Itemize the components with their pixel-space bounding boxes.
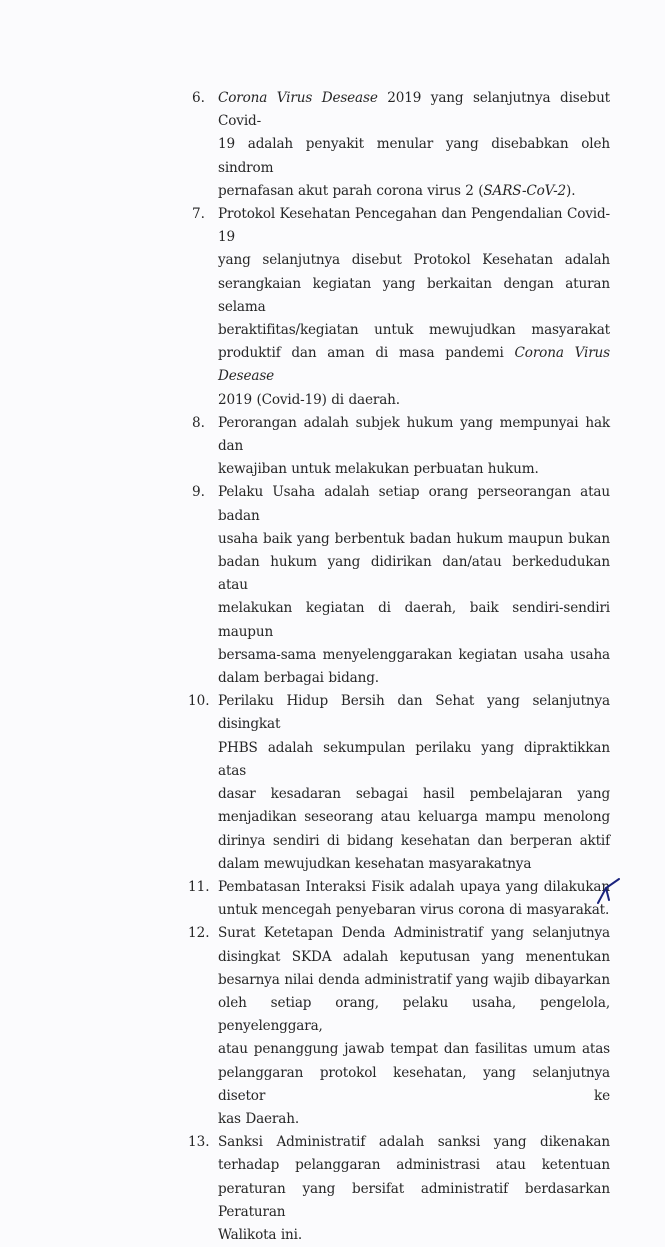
text-line [218, 806, 610, 829]
text-line [218, 876, 610, 899]
definition-item [192, 87, 610, 203]
definition-text [218, 690, 610, 876]
text-segment: Walikota ini. [218, 1226, 303, 1243]
text-line [218, 830, 610, 853]
text-segment: PHBS adalah sekumpulan perilaku yang dipraktikkan atas [218, 739, 610, 779]
item-number: 7. [192, 206, 205, 223]
text-segment: Perilaku Hidup Bersih dan Sehat yang selanjutnya disingkat [218, 693, 610, 733]
definition-text [218, 922, 610, 1131]
handwritten-initial-icon [592, 876, 622, 906]
definition-text [218, 87, 610, 203]
text-segment: serangkaian kegiatan yang berkaitan dengan aturan selama [218, 275, 610, 315]
definition-item [188, 1131, 610, 1247]
item-number: 10. [188, 693, 210, 710]
item-number: 9. [192, 484, 205, 501]
text-segment: 2019 yang selanjutnya disebut Covid- [218, 90, 610, 130]
definition-text [218, 876, 610, 922]
text-segment: produktif dan aman di masa pandemi [218, 345, 515, 362]
definition-item [192, 412, 610, 482]
text-line [218, 1108, 610, 1131]
text-segment: Protokol Kesehatan Pencegahan dan Pengendalian Covid-19 [218, 206, 610, 246]
text-segment: dalam mewujudkan kesehatan masyarakatnya [218, 855, 532, 872]
text-segment: bersama-sama menyelenggarakan kegiatan usaha usaha [218, 646, 610, 663]
definition-text [218, 481, 610, 690]
text-line [218, 319, 610, 342]
text-segment: badan hukum yang didirikan dan/atau berkedudukan atau [218, 554, 610, 594]
text-line [218, 249, 610, 272]
text-segment: Pembatasan Interaksi Fisik adalah upaya yang dilakukan [218, 878, 610, 895]
italic-term: Corona Virus Desease [218, 90, 378, 106]
text-line [218, 412, 610, 458]
text-line [218, 899, 610, 922]
text-segment: dasar kesadaran sebagai hasil pembelajaran yang [218, 786, 610, 803]
text-segment: oleh setiap orang, pelaku usaha, pengelola, penyelenggara, [218, 994, 610, 1035]
text-segment: melakukan kegiatan di daerah, baik sendiri-sendiri maupun [218, 600, 610, 640]
text-line [218, 1178, 610, 1224]
text-line [218, 1062, 610, 1108]
text-segment: atau penanggung jawab tempat dan fasilitas umum atas [218, 1041, 610, 1058]
text-line [218, 690, 610, 736]
text-segment: dalam berbagai bidang. [218, 670, 379, 687]
text-segment: pernafasan akut parah corona virus 2 ( [218, 182, 484, 199]
text-line [218, 180, 610, 203]
item-number: 11. [188, 878, 210, 895]
item-number: 8. [192, 414, 205, 431]
text-line [218, 644, 610, 667]
text-segment: pelanggaran protokol kesehatan, yang selanjutnya disetor ke [218, 1064, 610, 1104]
text-line [218, 528, 610, 551]
italic-term: Corona Virus Desease [218, 345, 610, 385]
text-segment: Surat Ketetapan Denda Administratif yang selanjutnya [218, 925, 610, 942]
text-segment: peraturan yang bersifat administratif berdasarkan Peraturan [218, 1180, 610, 1220]
text-segment: besarnya nilai denda administratif yang wajib dibayarkan [218, 971, 610, 988]
italic-term: SARS-CoV-2 [483, 182, 567, 199]
text-line [218, 946, 610, 969]
text-segment: Sanksi Administratif adalah sanksi yang dikenakan [218, 1134, 610, 1151]
text-line [218, 1224, 610, 1247]
definition-item [188, 876, 610, 922]
text-line [218, 969, 610, 992]
text-line [218, 133, 610, 179]
text-segment: 2019 (Covid-19) di daerah. [218, 391, 400, 408]
text-line [218, 597, 610, 643]
definition-item [188, 922, 610, 1131]
text-segment: 19 adalah penyakit menular yang disebabkan oleh sindrom [218, 136, 610, 176]
text-line [218, 922, 610, 945]
definitions-list [188, 87, 610, 1247]
text-segment: kas Daerah. [218, 1110, 300, 1127]
text-segment: ). [566, 182, 576, 199]
text-segment: yang selanjutnya disebut Protokol Kesehatan adalah [218, 252, 610, 269]
text-segment: beraktifitas/kegiatan untuk mewujudkan masyarakat [218, 322, 610, 339]
text-segment: dirinya sendiri di bidang kesehatan dan berperan aktif [218, 832, 610, 849]
text-segment: terhadap pelanggaran administrasi atau ketentuan [218, 1157, 610, 1174]
text-line [218, 273, 610, 319]
text-segment: disingkat SKDA adalah keputusan yang menentukan [218, 948, 610, 965]
text-segment: Pelaku Usaha adalah setiap orang perseorangan atau badan [218, 484, 610, 524]
text-segment: menjadikan seseorang atau keluarga mampu menolong [218, 809, 610, 826]
text-line [218, 853, 610, 876]
text-line [218, 1154, 610, 1177]
text-segment: untuk mencegah penyebaran virus corona di masyarakat. [218, 902, 610, 919]
definition-item [192, 481, 610, 690]
definition-item [188, 690, 610, 876]
text-line [218, 551, 610, 597]
definition-text [218, 1131, 610, 1247]
text-line [218, 87, 610, 133]
text-line [218, 458, 610, 481]
text-line [218, 1038, 610, 1061]
text-line [218, 783, 610, 806]
text-line [218, 1131, 610, 1154]
item-number: 13. [188, 1134, 210, 1151]
item-number: 12. [188, 925, 210, 942]
text-segment: Perorangan adalah subjek hukum yang mempunyai hak dan [218, 414, 610, 455]
text-line [218, 342, 610, 388]
definition-item [192, 203, 610, 412]
text-line [218, 992, 610, 1038]
text-segment: usaha baik yang berbentuk badan hukum maupun bukan [218, 530, 610, 547]
text-line [218, 203, 610, 249]
definition-text [218, 412, 610, 482]
text-segment: kewajiban untuk melakukan perbuatan hukum. [218, 461, 539, 478]
definition-text [218, 203, 610, 412]
text-line [218, 389, 610, 412]
text-line [218, 667, 610, 690]
text-line [218, 737, 610, 783]
text-line [218, 481, 610, 527]
item-number: 6. [192, 90, 205, 106]
